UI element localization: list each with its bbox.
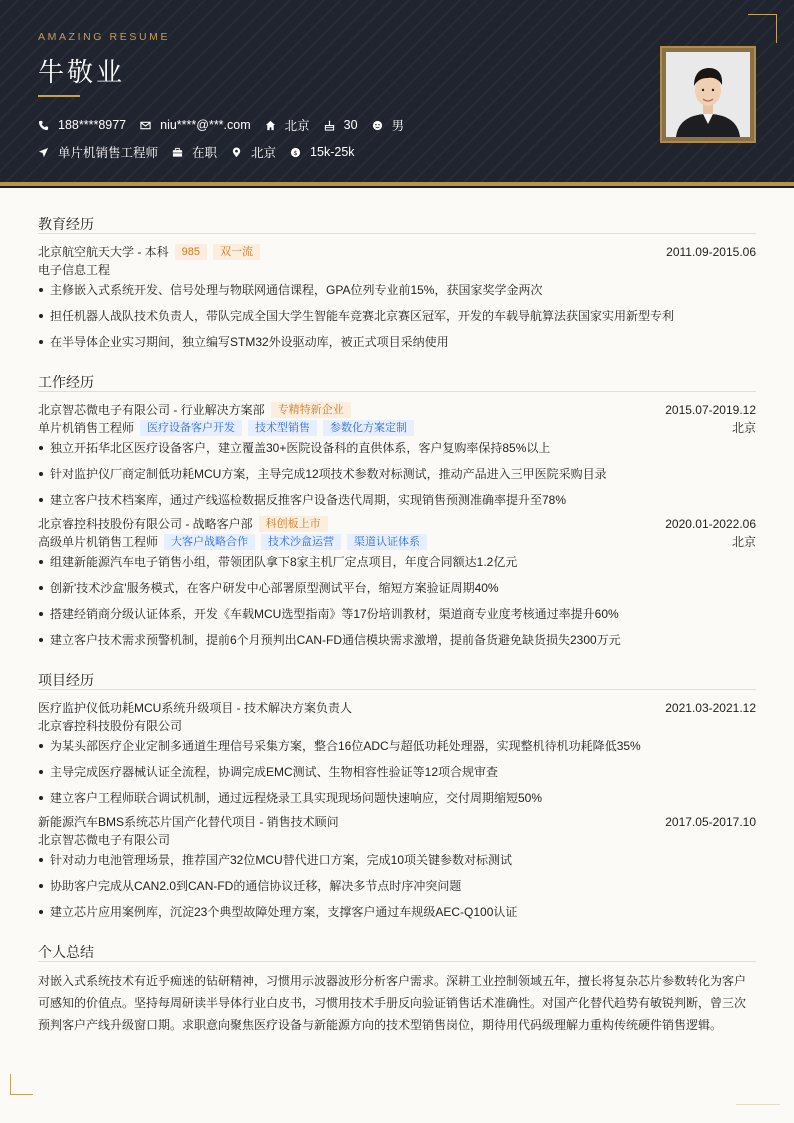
header-dark-rule — [0, 186, 794, 188]
list-item: 主导完成医疗器械认证全流程，协调完成EMC测试、生物相容性验证等12项合规审查 — [38, 763, 756, 780]
school-name: 北京航空航天大学 - 本科 — [38, 245, 169, 259]
list-item: 主修嵌入式系统开发、信号处理与物联网通信课程，GPA位列专业前15%，获国家奖学金两次 — [38, 281, 756, 298]
school-tag: 双一流 — [213, 244, 260, 260]
svg-text:$: $ — [293, 148, 298, 157]
age-item — [324, 118, 358, 132]
work-role-line — [38, 533, 756, 550]
job-role: 单片机销售工程师 — [38, 421, 135, 435]
role-tag: 大客户战略合作 — [164, 534, 255, 550]
contact-row — [38, 116, 418, 134]
project-company-line — [38, 717, 756, 734]
section-rule-education — [38, 233, 756, 234]
project-title: 新能源汽车BMS系统芯片国产化替代项目 - 销售技术顾问 — [38, 815, 339, 829]
section-rule-summary — [38, 961, 756, 962]
school-tag: 985 — [175, 244, 207, 260]
status-item — [172, 143, 217, 161]
list-item: 建立客户工程师联合调试机制，通过远程烧录工具实现现场问题快速响应，交付周期缩短50% — [38, 789, 756, 806]
list-item: 组建新能源汽车电子销售小组，带领团队拿下8家主机厂定点项目，年度合同额达1.2亿元 — [38, 553, 756, 570]
major-line — [38, 261, 756, 278]
section-title-education: 教育经历 — [38, 216, 94, 232]
work-city: 北京 — [731, 421, 756, 435]
list-item: 建立芯片应用案例库，沉淀23个典型故障处理方案，支撑客户通过车规级AEC-Q100认证 — [38, 903, 756, 920]
company-tag: 专精特新企业 — [271, 402, 351, 418]
project-company-line — [38, 831, 756, 848]
status-text: 在职 — [192, 146, 218, 160]
cake-icon — [324, 120, 335, 131]
section-rule-projects — [38, 689, 756, 690]
major: 电子信息工程 — [38, 263, 111, 277]
role-tag: 参数化方案定制 — [323, 420, 414, 436]
list-item: 搭建经销商分级认证体系，开发《车载MCU选型指南》等17份培训教材，渠道商专业度考核通过率提升60% — [38, 605, 756, 622]
gender-item — [372, 116, 405, 134]
age-text: 30 — [343, 118, 358, 132]
work-role-line — [38, 419, 756, 436]
education-date: 2011.09-2015.06 — [666, 244, 756, 259]
work-company-line — [38, 515, 756, 532]
role-tag: 渠道认证体系 — [347, 534, 427, 550]
list-item: 在半导体企业实习期间，独立编写STM32外设驱动库，被正式项目采纳使用 — [38, 333, 756, 350]
project-date: 2021.03-2021.12 — [665, 700, 756, 715]
section-title-summary: 个人总结 — [38, 944, 94, 960]
list-item: 独立开拓华北区医疗设备客户，建立覆盖30+医院设备科的直供体系，客户复购率保持85%以上 — [38, 439, 756, 456]
hometown-text: 北京 — [284, 119, 310, 133]
home-icon — [265, 120, 276, 131]
summary-paragraph: 对嵌入式系统技术有近乎痴迷的钻研精神，习惯用示波器波形分析客户需求。深耕工业控制领域五年，擅长将复杂芯片参数转化为客户可感知的价值点。坚持每周研读半导体行业白皮书，习惯用技术手册反向验证销售话术准确性。对国产化替代趋势有敏锐判断，曾三次预判客户产线升级窗口期。求职意向聚焦医疗设备与新能源方向的技术型销售岗位，期待用代码级理解力重构传统硬件销售逻辑。 — [38, 974, 747, 1032]
briefcase-icon — [172, 147, 183, 158]
name-underline — [38, 95, 80, 97]
role-tag: 技术沙盒运营 — [261, 534, 341, 550]
salary-item — [290, 145, 354, 159]
hometown-item — [265, 116, 310, 134]
role-tag: 医疗设备客户开发 — [140, 420, 242, 436]
corner-ornament-bottom-right — [736, 1104, 780, 1105]
job-intent-row — [38, 143, 369, 161]
target-city-text: 北京 — [251, 146, 277, 160]
phone-item — [38, 118, 126, 132]
gender-icon — [372, 120, 383, 131]
location-pin-icon — [231, 147, 242, 158]
project-company: 北京智芯微电子有限公司 — [38, 833, 171, 847]
corner-ornament-bottom-left — [10, 1074, 33, 1095]
portrait-image — [666, 52, 750, 137]
list-item: 协助客户完成从CAN2.0到CAN-FD的通信协议迁移，解决多节点时序冲突问题 — [38, 877, 756, 894]
list-item: 为某头部医疗企业定制多通道生理信号采集方案，整合16位ADC与超低功耗处理器，实现整机待机功耗降低35% — [38, 737, 756, 754]
list-item: 针对监护仪厂商定制低功耗MCU方案，主导完成12项技术参数对标测试，推动产品进入三甲医院采购目录 — [38, 465, 756, 482]
corner-ornament-top-right — [748, 14, 777, 43]
candidate-name: 牛敬业 — [38, 58, 126, 88]
phone-icon — [38, 120, 49, 131]
project-title: 医疗监护仪低功耗MCU系统升级项目 - 技术解决方案负责人 — [38, 701, 352, 715]
section-title-projects: 项目经历 — [38, 672, 94, 688]
project-date: 2017.05-2017.10 — [665, 814, 756, 829]
section-rule-work — [38, 391, 756, 392]
company-name: 北京智芯微电子有限公司 - 行业解决方案部 — [38, 403, 265, 417]
work-company-line — [38, 401, 756, 418]
list-item: 创新'技术沙盒'服务模式，在客户研发中心部署原型测试平台，缩短方案验证周期40% — [38, 579, 756, 596]
target-city-item — [231, 143, 276, 161]
email-item — [140, 118, 251, 132]
salary-text: 15k-25k — [310, 145, 355, 159]
company-tag: 科创板上市 — [259, 516, 328, 532]
work-city: 北京 — [731, 535, 756, 549]
avatar — [666, 52, 750, 137]
mail-icon — [140, 120, 151, 131]
list-item: 针对动力电池管理场景，推荐国产32位MCU替代进口方案，完成10项关键参数对标测试 — [38, 851, 756, 868]
gender-text: 男 — [391, 119, 405, 133]
job-role: 高级单片机销售工程师 — [38, 535, 159, 549]
project-title-line — [38, 813, 756, 830]
target-role-text: 单片机销售工程师 — [58, 146, 159, 160]
phone-text: 188****8977 — [58, 118, 127, 132]
work-date: 2020.01-2022.06 — [665, 516, 756, 531]
profile-photo — [660, 46, 756, 143]
project-title-line — [38, 699, 756, 716]
role-tag: 技术型销售 — [248, 420, 317, 436]
email-text: niu****@***.com — [160, 118, 251, 132]
salary-icon — [290, 147, 301, 158]
list-item: 建立客户技术档案库，通过产线巡检数据反推客户设备迭代周期，实现销售预测准确率提升至78% — [38, 491, 756, 508]
project-company: 北京睿控科技股份有限公司 — [38, 719, 183, 733]
education-header — [38, 243, 756, 260]
target-role-item — [38, 143, 158, 161]
company-name: 北京睿控科技股份有限公司 - 战略客户部 — [38, 517, 253, 531]
work-date: 2015.07-2019.12 — [665, 402, 756, 417]
list-item: 建立客户技术需求预警机制，提前6个月预判出CAN-FD通信模块需求激增，提前备货避免缺货损失2300万元 — [38, 631, 756, 648]
send-icon — [38, 147, 49, 158]
section-title-work: 工作经历 — [38, 374, 94, 390]
list-item: 担任机器人战队技术负责人，带队完成全国大学生智能车竞赛北京赛区冠军，开发的车载导航算法获国家实用新型专利 — [38, 307, 756, 324]
resume-tagline: AMAZING RESUME — [38, 31, 171, 43]
